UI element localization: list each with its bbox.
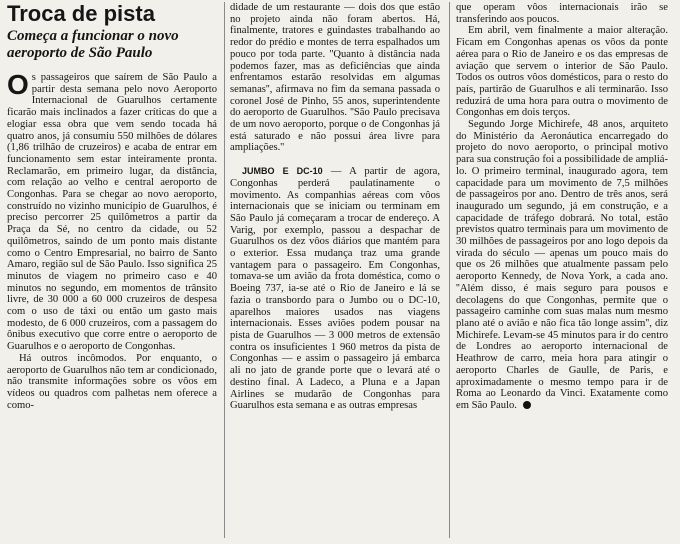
paragraph-text: Segundo Jorge Michirefe, 48 anos, arquiteto do Ministério da Aeronáutica encarregado do projeto do novo aeroporto, o principal motivo para sua construção foi a possibilidade de ampliá-lo. O primeiro terminal, inaugurado agora, tem capacidade para um movimento de 7,5 milhões de passageiros por ano. Dentro de três anos, será inaugurado um segundo, já em construção, e a capacidade de tráfego dobrará. No total, estão previstos quatro terminais para um movimento de 30 milhões de passageiros por ano logo depois da virada do século — apenas um pouco mais do que os 26 milhões que atualmente passam pelo aeroporto Kennedy, de Nova York, a cada ano. ''Além disso, é mais seguro para pousos e decolagens do que Congonhas, permite que o passageiro caminhe com suas malas num mesmo plano até o avião e não fica tão longe assim'', diz Michirefe. Levam-se 45 minutos para ir do centro de Londres ao aeroporto internacional de Heathrow de carro, meia hora para atingir o aeroporto Charles de Gaulle, de Paris, e aproximadamente o mesmo tempo para ir de Roma ao Leonardo da Vinci. Exatamente como em São Paulo. — [456, 119, 668, 411]
column-1 — [7, 2, 217, 411]
paragraph: Em abril, vem finalmente a maior alteração. Ficam em Congonhas apenas os vôos da ponte aérea para o Rio de Janeiro e os das empresas de aviação que servem o interior de São Paulo. Todos os outros vôos domésticos, para o resto do país, partirão de Guarulhos e ali terminarão. Isso reduzirá de uma hora para outra o movimento de Congonhas em dois terços. — [456, 25, 668, 119]
paragraph-text: s passageiros que saírem de São Paulo a partir desta semana pelo novo Aeroporto Internacional de Guarulhos certamente ficarão mais inclinados a fazer críticas do que a elogiar essa obra que vem sendo tocada há quatro anos, já consumiu 550 milhões de dólares (1,86 trilhão de cruzeiros) e acaba de entrar em funcionamento sem estar inteiramente pronta. Reclamarão, em primeiro lugar, da distância, com relação ao velho e central aeroporto de Congonhas. Para se chegar ao novo aeroporto, construído no vizinho município de Guarulhos, é preciso percorrer 25 quilômetros a partir da Praça da Sé, no centro da cidade, ou 52 quilômetros, saindo de um ponto mais distante como o Centro Empresarial, no bairro de Santo Amaro, região sul de São Paulo. Isso significa 25 minutos de viagem no primeiro caso e 40 minutos no segundo, em momentos de trânsito livre, de 30 000 a 60 000 cruzeiros de despesa com o uso de táxi ou então um gasto mais modesto, de 6 000 cruzeiros, com a passagem do ônibus executivo que corre entre o aeroporto de Guarulhos e o aeroporto de Congonhas. — [7, 72, 217, 353]
subheadline: Começa a funcionar o novo aeroporto de São Paulo — [7, 28, 179, 61]
paragraph — [456, 119, 668, 412]
headline: Troca de pista — [7, 1, 155, 26]
section-run-in-heading: JUMBO E DC-10 — [242, 166, 323, 177]
paragraph: Há outros incômodos. Por enquanto, o aeroporto de Guarulhos não tem ar condicionado, não transmite informações sobre os vôos em vídeos ou quadros com palhetas nem oferece a como- — [7, 352, 217, 411]
end-of-article-mark — [523, 401, 531, 409]
paragraph — [7, 69, 217, 353]
column-rule — [224, 2, 225, 538]
column-rule — [449, 2, 450, 538]
paragraph: didade de um restaurante — dois dos que estão no projeto ainda não foram abertos. Há, finalmente, tratores e guindastes trabalhando ao redor do prédio e montes de terra espalhados um pouco por toda parte. ''Quanto à distância nada podemos fazer, mas as deficiências que ainda enfrentamos estarão resolvidas em algumas semanas'', afirmava no fim da semana passada o coronel José de Pinho, 55 anos, superintendente do aeroporto de Guarulhos. ''São Paulo precisava de um novo aeroporto, porque o de Congonhas já está saturado e não possui área livre para ampliações.'' — [230, 2, 440, 154]
paragraph-text: — A partir de agora, Congonhas perderá paulatinamente o movimento. As companhias aéreas com vôos internacionais que se iniciam ou terminam em São Paulo já começaram a trocar de endereço. A Varig, por exemplo, passou a despachar de Guarulhos os dez vôos diários que mantém para o exterior. Essa mudança traz uma grande vantagem para o passageiro. Em Congonhas, tomava-se um avião da frota doméstica, como o Boeing 737, ia-se até o Rio de Janeiro e lá se fazia o transbordo para o Jumbo ou o DC-10, aparelhos maiores usados nas viagens internacionais. Esses aviões podem pousar na pista de Guarulhos — 3 000 metros de extensão contra os insuficientes 1 960 metros da pista de Congonhas — e assim o passageiro já embarca ali no jato de grande porte que o levará até o destino final. A Ladeco, a Pluna e a Japan Airlines se mudarão de Congonhas para Guarulhos esta semana e as outras empresas — [230, 166, 440, 412]
drop-cap: O — [7, 69, 29, 100]
column-2 — [230, 2, 440, 412]
paragraph: que operam vôos internacionais irão se transferindo aos poucos. — [456, 2, 668, 25]
column-3 — [456, 2, 668, 412]
paragraph — [230, 166, 440, 412]
